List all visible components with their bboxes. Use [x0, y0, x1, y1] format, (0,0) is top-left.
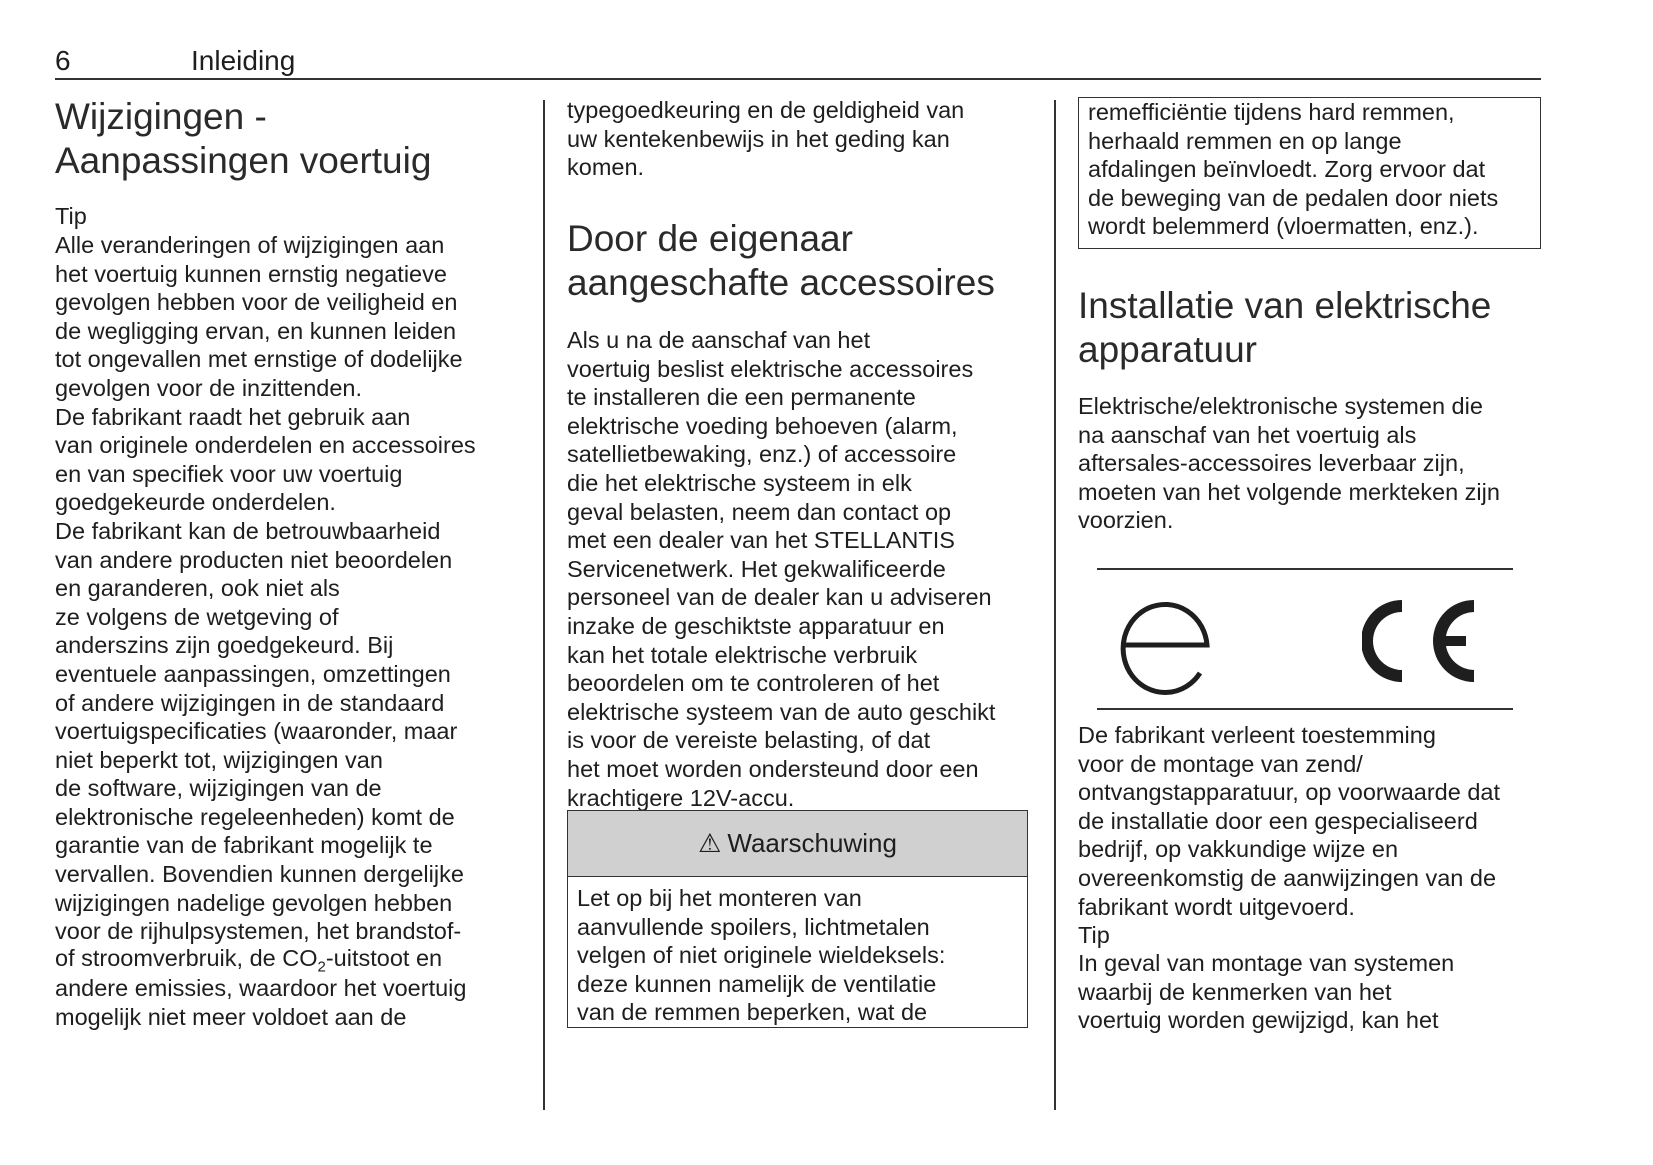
section-title: Inleiding	[191, 45, 296, 76]
text-line: voertuigspecificaties (waaronder, maar	[55, 718, 458, 745]
tip-label: Tip	[55, 203, 87, 229]
text-line: Alle veranderingen of wijzigingen aan	[55, 232, 445, 258]
text-line: moeten van het volgende merkteken zijn	[1078, 478, 1500, 505]
text-line: de installatie door een gespecialiseerd	[1078, 807, 1478, 834]
text-line: tot ongevallen met ernstige of dodelijke	[55, 346, 463, 373]
text-line: typegoedkeuring en de geldigheid van	[567, 97, 965, 123]
text-line: met een dealer van het STELLANTIS	[567, 527, 955, 554]
text-line: waarbij de kenmerken van het	[1078, 978, 1392, 1005]
col2-text-top	[567, 96, 964, 182]
text-line: van andere producten niet beoordelen	[55, 546, 453, 573]
text-line: elektronische regeleenheden) komt de	[55, 803, 455, 830]
text-line: Servicenetwerk. Het gekwalificeerde	[567, 555, 946, 582]
text-line: van originele onderdelen en accessoires	[55, 432, 476, 459]
text-line: personeel van de dealer kan u adviseren	[567, 584, 992, 611]
co2-subscript: 2	[317, 958, 326, 976]
text-line: vervallen. Bovendien kunnen dergelijke	[55, 861, 464, 888]
col2-text	[567, 326, 995, 812]
text-line: De fabrikant verleent toestemming	[1078, 722, 1436, 748]
col3-text	[1078, 392, 1500, 535]
text-line: beoordelen om te controleren of het	[567, 670, 940, 697]
text-line: ontvangstapparatuur, op voorwaarde dat	[1078, 779, 1500, 806]
text-line: voorzien.	[1078, 507, 1174, 534]
text-line: het moet worden ondersteund door een	[567, 755, 979, 782]
text-line: voertuig beslist elektrische accessoires	[567, 355, 974, 382]
header-rule	[55, 78, 1541, 80]
marks-rule-top	[1097, 568, 1513, 570]
co2-text-end: -uitstoot en	[325, 945, 443, 971]
text-line: inzake de geschiktste apparatuur en	[567, 612, 945, 639]
text-line: en van specifiek voor uw voertuig	[55, 460, 403, 487]
text-line: garantie van de fabrikant mogelijk te	[55, 832, 433, 859]
text-line: mogelijk niet meer voldoet aan de	[55, 1003, 407, 1030]
text-line: Elektrische/elektronische systemen die	[1078, 393, 1483, 419]
col1-text	[55, 231, 476, 946]
warning-triangle-icon: ⚠	[698, 828, 722, 858]
text-line: bedrijf, op vakkundige wijze en	[1078, 836, 1399, 863]
text-line: afdalingen beïnvloedt. Zorg ervoor dat	[1088, 156, 1486, 183]
text-line: voor de rijhulpsystemen, het brandstof-	[55, 918, 462, 945]
warning-box	[567, 810, 1028, 1028]
text-line: anderszins zijn goedgekeurd. Bij	[55, 632, 394, 659]
text-line: De fabrikant raadt het gebruik aan	[55, 403, 411, 430]
text-line: elektrische voeding behoeven (alarm,	[567, 412, 958, 439]
text-line: De fabrikant kan de betrouwbaarheid	[55, 517, 441, 544]
text-line: de software, wijzigingen van de	[55, 775, 382, 802]
text-line: remefficiëntie tijdens hard remmen,	[1088, 99, 1455, 125]
text-line: wijzigingen nadelige gevolgen hebben	[55, 889, 453, 916]
text-line: het voertuig kunnen ernstig negatieve	[55, 260, 447, 287]
text-line: geval belasten, neem dan contact op	[567, 498, 952, 525]
page-number: 6	[55, 45, 71, 76]
text-line: kan het totale elektrische verbruik	[567, 641, 918, 668]
text-line: gevolgen voor de inzittenden.	[55, 374, 363, 401]
text-line: van de remmen beperken, wat de	[577, 999, 928, 1026]
heading-accessoires	[567, 217, 995, 305]
warning-text	[577, 884, 945, 1027]
text-line: na aanschaf van het voertuig als	[1078, 421, 1417, 448]
text-line: aftersales-accessoires leverbaar zijn,	[1078, 450, 1465, 477]
text-line: aangeschafte accessoires	[567, 262, 995, 303]
heading-installatie	[1078, 284, 1491, 372]
text-line: andere emissies, waardoor het voertuig	[55, 975, 467, 1001]
text-line: gevolgen hebben voor de veiligheid en	[55, 289, 458, 316]
text-line: te installeren die een permanente	[567, 384, 916, 411]
tip-label-2: Tip	[1078, 922, 1110, 948]
text-line: overeenkomstig de aanwijzingen van de	[1078, 864, 1497, 891]
text-line: goedgekeurde onderdelen.	[55, 489, 336, 516]
column-divider	[543, 100, 545, 1110]
text-line: komen.	[567, 154, 645, 181]
text-line: satellietbewaking, enz.) of accessoire	[567, 441, 957, 468]
text-line: fabrikant wordt uitgevoerd.	[1078, 893, 1355, 920]
text-line: niet beperkt tot, wijzigingen van	[55, 746, 383, 773]
text-line: apparatuur	[1078, 329, 1257, 370]
marks-rule-bottom	[1097, 708, 1513, 710]
text-line: Aanpassingen voertuig	[55, 140, 432, 181]
text-line: of andere wijzigingen in de standaard	[55, 689, 445, 716]
text-line: en garanderen, ook niet als	[55, 575, 340, 602]
text-line: Als u na de aanschaf van het	[567, 327, 871, 353]
text-line: Installatie van elektrische	[1078, 285, 1492, 326]
text-line: ze volgens de wetgeving of	[55, 603, 339, 630]
column-divider	[1054, 100, 1056, 1110]
col3-text-2	[1078, 721, 1500, 921]
e-mark-icon	[1115, 595, 1215, 697]
text-line: voor de montage van zend/	[1078, 750, 1363, 777]
text-line: wordt belemmerd (vloermatten, enz.).	[1088, 213, 1479, 240]
text-line: de wegligging ervan, en kunnen leiden	[55, 317, 457, 344]
text-line: In geval van montage van systemen	[1078, 950, 1455, 976]
text-line: de beweging van de pedalen door niets	[1088, 184, 1499, 211]
heading-wijzigingen	[55, 95, 431, 183]
ce-mark-icon	[1362, 598, 1482, 684]
text-line: uw kentekenbewijs in het geding kan	[567, 125, 950, 152]
col3-text-3	[1078, 949, 1454, 1035]
text-line: krachtigere 12V-accu.	[567, 784, 795, 811]
text-line: die het elektrische systeem in elk	[567, 469, 912, 496]
text-line: Wijzigingen -	[55, 96, 267, 137]
text-line: is voor de vereiste belasting, of dat	[567, 727, 931, 754]
co2-text: of stroomverbruik, de CO	[55, 945, 318, 971]
text-line: eventuele aanpassingen, omzettingen	[55, 660, 451, 687]
warning-continued-box	[1078, 97, 1541, 249]
text-line: Door de eigenaar	[567, 218, 853, 259]
text-line: deze kunnen namelijk de ventilatie	[577, 970, 937, 997]
warning-continued-text	[1088, 98, 1498, 241]
warning-header	[568, 811, 1027, 877]
text-line: voertuig worden gewijzigd, kan het	[1078, 1007, 1439, 1034]
text-line: Let op bij het monteren van	[577, 885, 862, 911]
text-line: elektrische systeem van de auto geschikt	[567, 698, 996, 725]
text-line: herhaald remmen en op lange	[1088, 127, 1402, 154]
col1-text-end	[55, 974, 466, 1031]
warning-title: Waarschuwing	[727, 828, 897, 858]
text-line: aanvullende spoilers, lichtmetalen	[577, 913, 930, 940]
text-line: velgen of niet originele wieldeksels:	[577, 942, 946, 969]
